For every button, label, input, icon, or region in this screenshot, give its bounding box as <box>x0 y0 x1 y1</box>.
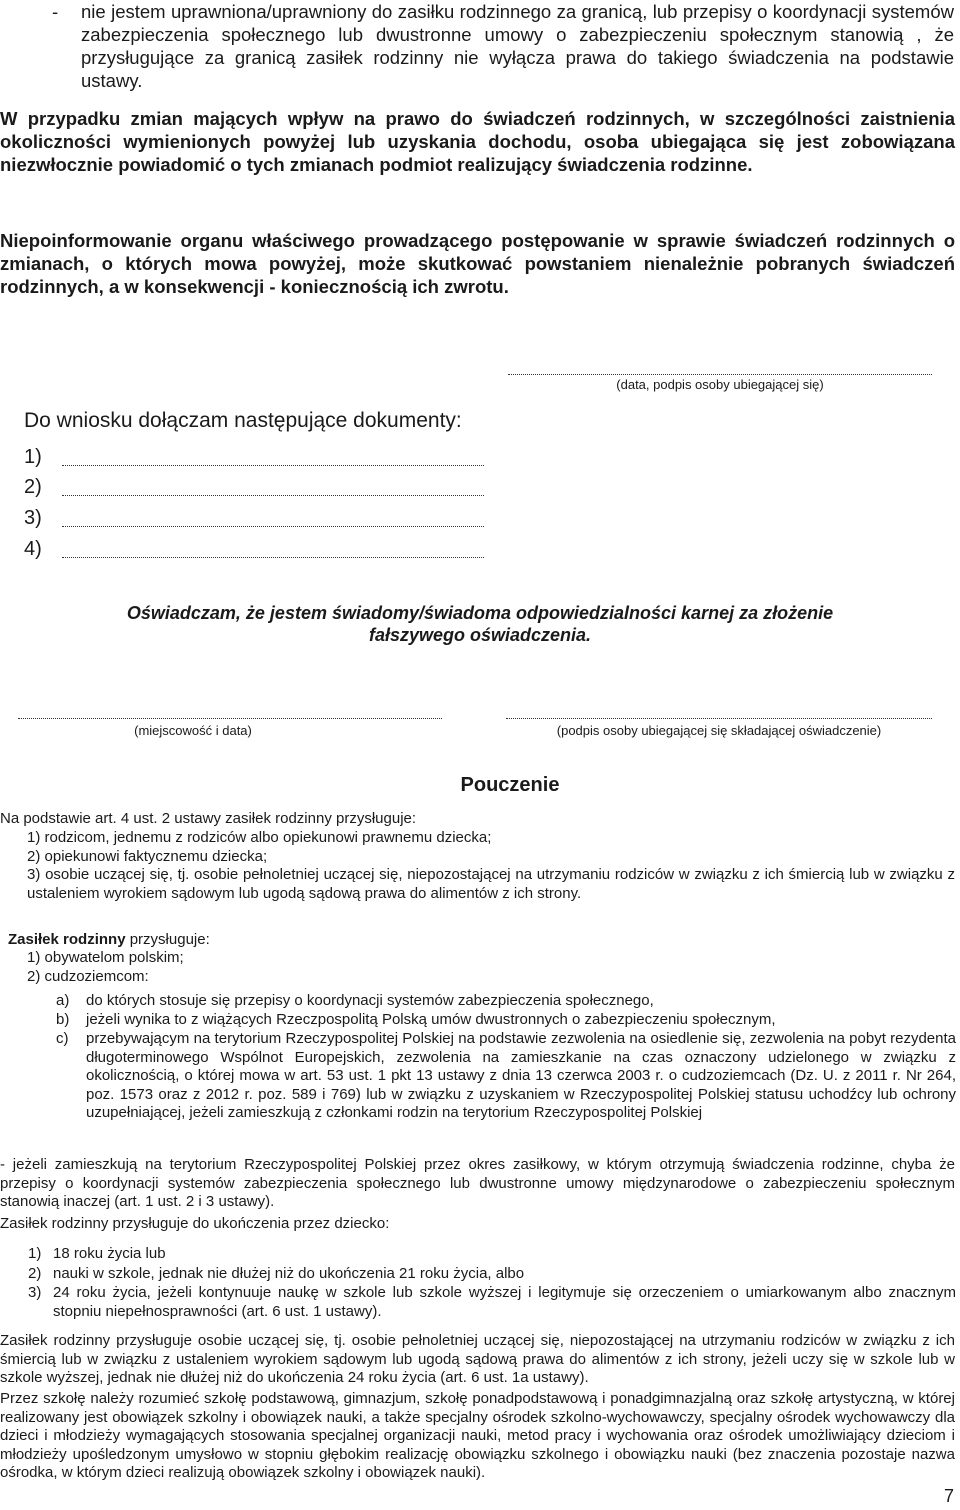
zasilek-bold: Zasiłek rodzinny <box>8 931 126 948</box>
page-number: 7 <box>944 1486 955 1506</box>
age-item-2 <box>28 1265 956 1284</box>
signature-caption-top: (data, podpis osoby ubiegającej się) <box>616 377 824 392</box>
place-date-line[interactable] <box>18 706 442 719</box>
document-row-4 <box>24 538 484 568</box>
item-number: 2) <box>28 1265 42 1282</box>
item-text: 18 roku życia lub <box>53 1245 166 1262</box>
list-dash: - <box>52 1 59 22</box>
document-input-line[interactable] <box>62 465 484 466</box>
beneficiary-item-1: 1) obywatelom polskim; <box>27 949 184 966</box>
item-number: 3) <box>28 1284 42 1301</box>
item-letter: b) <box>56 1011 70 1028</box>
age-item-1 <box>28 1245 956 1264</box>
foreigner-item-b <box>56 1011 956 1030</box>
item-letter: c) <box>56 1030 69 1047</box>
eligible-list <box>0 829 955 903</box>
item-number: 1) <box>28 1245 42 1262</box>
age-item-3 <box>28 1284 956 1321</box>
eligible-item-3: 3) osobie uczącej się, tj. osobie pełnoletniej uczącej się, niepozostającej na utrzymaniu rodziców w związku z ich śmiercią lub w związku z ustaleniem wyrokiem sądowym lub ugodą sądową prawa do alimentów z ich strony. <box>27 866 955 902</box>
age-intro: Zasiłek rodzinny przysługuje do ukończenia przez dziecko: <box>0 1215 390 1232</box>
signature-caption-bottom: (podpis osoby ubiegającej się składającej oświadczenie) <box>556 723 882 738</box>
item-letter: a) <box>56 992 70 1009</box>
changes-paragraph: W przypadku zmian mających wpływ na prawo do świadczeń rodzinnych, w szczególności zaistnienia okoliczności wymienionych powyżej lub uzyskania dochodu, osoba ubiegająca się jest zobowiązana niezwłocznie powiadomić o tych zmianach podmiot realizujący świadczenia rodzinne. <box>0 108 955 175</box>
document-row-2 <box>24 476 484 506</box>
beneficiaries-list <box>0 949 955 986</box>
document-number: 4) <box>24 538 42 560</box>
signature-line-bottom[interactable] <box>506 706 932 719</box>
school-paragraph: Przez szkołę należy rozumieć szkołę podstawową, gimnazjum, szkołę ponadpodstawową i ponadgimnazjalną oraz szkołę artystyczną, w której realizowany jest obowiązek szkolny i obowiązek nauki, a także specjalny ośrodek szkolno-wychowawczy, specjalny ośrodek wychowawczy dla dzieci i młodzieży wymagających stosowania specjalnej organizacji nauki, metod pracy i wychowania oraz ośrodek umożliwiający dzieciom i młodzieży upośledzonym umysłowo w stopniu głębokim realizację obowiązku szkolnego i obowiązku nauki (bez znaczenia pozostaje nazwa ośrodka, w którym dzieci realizują obowiązek szkolny i obowiązek nauki). <box>0 1390 955 1482</box>
document-number: 2) <box>24 476 42 498</box>
foreigner-item-a <box>56 992 956 1011</box>
beneficiary-item-2: 2) cudzoziemcom: <box>27 967 149 985</box>
resident-paragraph: - jeżeli zamieszkują na terytorium Rzeczypospolitej Polskiej przez okres zasiłkowy, w którym otrzymują świadczenia rodzinne, chyba że przepisy o koordynacji systemów zabezpieczenia społecznego lub dwustronne umowy międzynarodowe o zabezpieczeniu społecznym stanowią inaczej (art. 1 ust. 2 i 3 ustawy). <box>0 1156 955 1211</box>
student-paragraph: Zasiłek rodzinny przysługuje osobie uczącej się, tj. osobie pełnoletniej uczącej się, niepozostającej na utrzymaniu rodziców w związku z ich śmiercią lub w związku z ustaleniem wyrokiem sądowym lub ugodą sądową prawa do alimentów z ich strony, jeżeli uczy się w szkole lub w szkole wyższej, jednak nie dłużej niż do ukończenia 24 roku życia (art. 6 ust. 1a ustawy). <box>0 1332 955 1387</box>
eligible-item-2: 2) opiekunowi faktycznemu dziecka; <box>27 847 268 865</box>
item-text: 24 roku życia, jeżeli kontynuuje naukę w szkole lub szkole wyższej i legitymuje się orzeczeniem o umiarkowanym albo znacznym stopniu niepełnosprawności (art. 6 ust. 1 ustawy). <box>53 1284 956 1320</box>
signature-line-top[interactable] <box>508 362 932 375</box>
noninform-paragraph: Niepoinformowanie organu właściwego prowadzącego postępowanie w sprawie świadczeń rodzinnych o zmianach, o których mowa powyżej, może skutkować powstaniem nienależnie pobranych świadczeń rodzinnych, a w konsekwencji - koniecznością ich zwrotu. <box>0 230 955 297</box>
item-text: do których stosuje się przepisy o koordynacji systemów zabezpieczenia społecznego, <box>86 992 654 1009</box>
zasilek-rest: przysługuje: <box>125 931 210 948</box>
zasilek-heading <box>8 931 948 950</box>
foreigner-item-c <box>56 1030 956 1123</box>
document-input-line[interactable] <box>62 557 484 558</box>
item-text: przebywającym na terytorium Rzeczypospolitej Polskiej na podstawie zezwolenia na osiedlenie się, zezwolenia na pobyt rezydenta długoterminowego Wspólnot Europejskich, zezwolenia na zamieszkanie na czas oznaczony udzielonego w związku z okolicznością, o której mowa w art. 53 ust. 1 pkt 13 ustawy z dnia 13 czerwca 2003 r. o cudzoziemcach (Dz. U. z 2011 r. Nr 264, poz. 1573 oraz z 2012 r. poz. 589 i 769) lub w związku z uzyskaniem w Rzeczypospolitej Polskiej statusu uchodźcy lub ochrony uzupełniającej, jeżeli zamieszkują z członkami rodzin na terytorium Rzeczypospolitej Polskiej <box>86 1030 956 1122</box>
item-text: jeżeli wynika to z wiążących Rzeczpospolitą Polską umów dwustronnych o zabezpieczeniu społecznym, <box>86 1011 776 1028</box>
declaration-text: Oświadczam, że jestem świadomy/świadoma odpowiedzialności karnej za złożenie fałszywego oświadczenia. <box>126 603 834 645</box>
intro-list-item <box>52 0 954 92</box>
document-number: 1) <box>24 446 42 468</box>
document-row-1 <box>24 446 484 476</box>
pouczenie-intro: Na podstawie art. 4 ust. 2 ustawy zasiłek rodzinny przysługuje: <box>0 810 417 827</box>
documents-title: Do wniosku dołączam następujące dokumenty: <box>24 409 462 432</box>
place-date-caption: (miejscowość i data) <box>134 723 252 738</box>
document-number: 3) <box>24 507 42 529</box>
pouczenie-heading: Pouczenie <box>460 774 560 796</box>
document-input-line[interactable] <box>62 495 484 496</box>
document-input-line[interactable] <box>62 526 484 527</box>
intro-item-text: nie jestem uprawniona/uprawniony do zasiłku rodzinnego za granicą, lub przepisy o koordynacji systemów zabezpieczenia społecznego lub dwustronne umowy o zabezpieczeniu społecznym stanowią , że przysługujące za granicą zasiłek rodzinny nie wyłącza prawa do takiego świadczenia na podstawie ustawy. <box>81 1 954 91</box>
document-row-3 <box>24 507 484 537</box>
item-text: nauki w szkole, jednak nie dłużej niż do ukończenia 21 roku życia, albo <box>53 1265 525 1282</box>
eligible-item-1: 1) rodzicom, jednemu z rodziców albo opiekunowi prawnemu dziecka; <box>27 829 492 846</box>
